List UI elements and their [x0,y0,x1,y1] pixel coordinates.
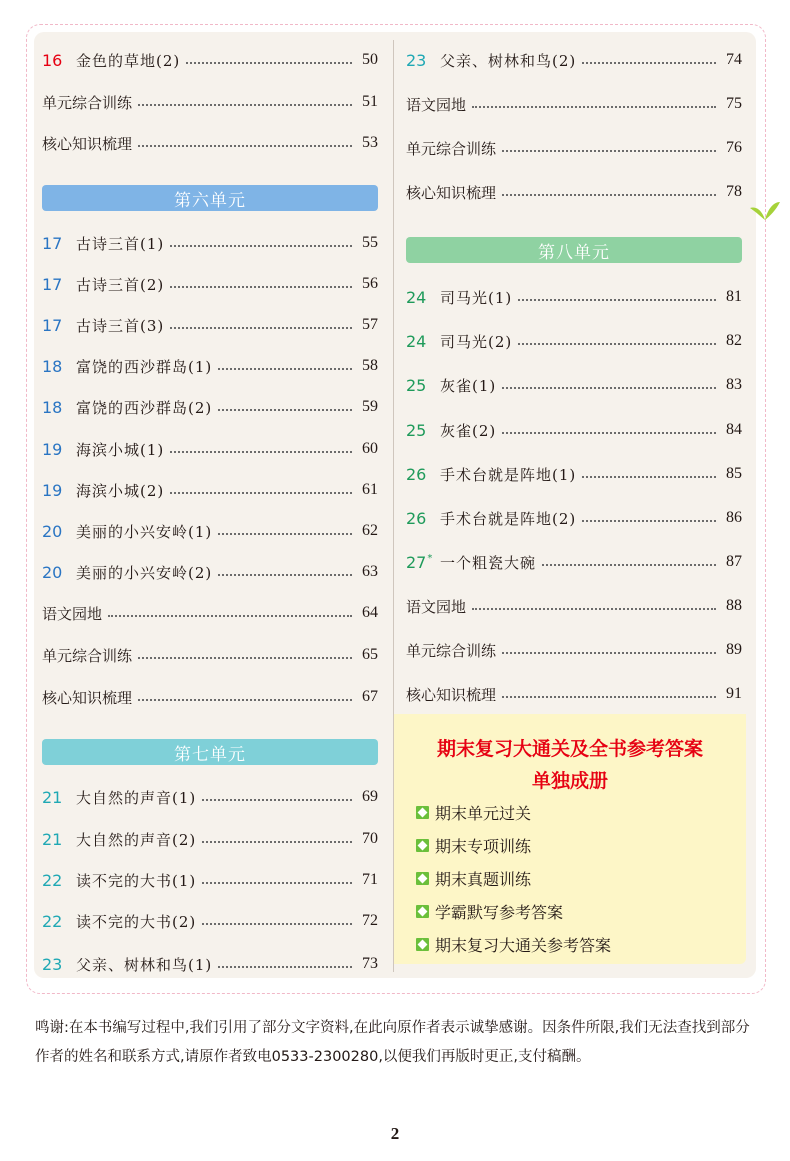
page-ref: 53 [362,134,378,151]
page-ref: 85 [726,465,742,482]
toc-entry [42,394,378,420]
toc-entry [42,312,378,338]
page-ref: 57 [362,316,378,333]
entry-title: 父亲、树林和鸟(2) [440,51,577,70]
lesson-number: 18 [42,356,63,376]
dot-leader [472,106,716,108]
page-ref: 86 [726,509,742,526]
page-ref: 88 [726,597,742,614]
lesson-number: 17 [42,274,63,294]
toc-entry [42,784,378,810]
box-item: 期末复习大通关参考答案 [416,932,611,956]
dot-leader [502,432,716,434]
entry-title: 富饶的西沙群岛(1) [76,357,213,376]
toc-entry [406,593,742,619]
toc-entry [42,271,378,297]
page-ref: 60 [362,440,378,457]
lesson-number: 17 [42,315,63,335]
entry-title: 核心知识梳理 [406,685,497,704]
toc-entry [42,518,378,544]
unit-7-header: 第七单元 [42,739,378,765]
toc-entry [406,179,742,205]
dot-leader [170,327,352,329]
toc-entry [42,230,378,256]
entry-title: 司马光(2) [440,332,513,351]
entry-title: 语文园地 [42,604,103,623]
page-ref: 61 [362,481,378,498]
dot-leader [138,145,352,147]
dot-leader [138,699,352,701]
toc-entry [42,826,378,852]
toc-entry [42,908,378,934]
box-item: 期末真题训练 [416,866,531,890]
entry-title: 核心知识梳理 [42,134,133,153]
page-ref: 64 [362,604,378,621]
box-item: 期末专项训练 [416,833,531,857]
lesson-number: 24 [406,331,427,351]
dot-leader [502,696,716,698]
dot-leader [218,368,352,370]
diamond-bullet-icon [416,905,429,918]
page-ref: 51 [362,93,378,110]
page-ref: 91 [726,685,742,702]
toc-entry [406,637,742,663]
toc-entry [406,505,742,531]
dot-leader [218,533,352,535]
dot-leader [582,520,716,522]
page-ref: 81 [726,288,742,305]
page-ref: 50 [362,51,378,68]
dot-leader [170,451,352,453]
dot-leader [218,574,352,576]
dot-leader [518,343,716,345]
entry-title: 单元综合训练 [406,139,497,158]
page-ref: 72 [362,912,378,929]
diamond-bullet-icon [416,839,429,852]
lesson-number: 16 [42,50,63,70]
page-ref: 67 [362,688,378,705]
toc-entry [42,89,378,115]
lesson-number: 22 [42,911,63,931]
lesson-number: 26 [406,464,427,484]
toc-entry [406,284,742,310]
entry-title: 核心知识梳理 [406,183,497,202]
page-ref: 78 [726,183,742,200]
dot-leader [582,62,716,64]
page-ref: 56 [362,275,378,292]
toc-entry [406,135,742,161]
dot-leader [582,476,716,478]
lesson-number: 18 [42,397,63,417]
leaf-icon [748,196,782,222]
dot-leader [138,657,352,659]
lesson-number: 20 [42,562,63,582]
toc-entry [406,372,742,398]
entry-title: 美丽的小兴安岭(1) [76,522,213,541]
unit-8-header: 第八单元 [406,237,742,263]
page-ref: 87 [726,553,742,570]
toc-entry [406,47,742,73]
toc-entry [406,417,742,443]
entry-title: 古诗三首(3) [76,316,165,335]
entry-title: 单元综合训练 [406,641,497,660]
entry-title: 一个粗瓷大碗 [440,553,537,572]
optional-mark: * [427,552,433,564]
page-ref: 69 [362,788,378,805]
toc-entry [406,681,742,707]
page-ref: 76 [726,139,742,156]
dot-leader [202,799,352,801]
page-ref: 58 [362,357,378,374]
entry-title: 语文园地 [406,597,467,616]
toc-entry [406,91,742,117]
lesson-number: 24 [406,287,427,307]
toc-entry [406,549,742,575]
unit-6-header: 第六单元 [42,185,378,211]
dot-leader [218,966,352,968]
toc-entry [42,436,378,462]
entry-title: 读不完的大书(1) [76,871,197,890]
entry-title: 古诗三首(1) [76,234,165,253]
toc-entry [42,47,378,73]
page-ref: 89 [726,641,742,658]
entry-title: 古诗三首(2) [76,275,165,294]
dot-leader [108,615,352,617]
dot-leader [542,564,716,566]
entry-title: 手术台就是阵地(1) [440,465,577,484]
lesson-number: 26 [406,508,427,528]
page-ref: 55 [362,234,378,251]
dot-leader [138,104,352,106]
page-ref: 59 [362,398,378,415]
dot-leader [502,194,716,196]
toc-entry [42,684,378,710]
entry-title: 美丽的小兴安岭(2) [76,563,213,582]
entry-title: 手术台就是阵地(2) [440,509,577,528]
diamond-bullet-icon [416,938,429,951]
lesson-number: 21 [42,829,63,849]
page-number: 2 [390,1124,400,1143]
box-subheading: 单独成册 [531,770,608,792]
page-ref: 75 [726,95,742,112]
entry-title: 单元综合训练 [42,93,133,112]
entry-title: 海滨小城(1) [76,440,165,459]
lesson-number: 23 [42,954,63,974]
dot-leader [472,608,716,610]
lesson-number: 17 [42,233,63,253]
lesson-number: 19 [42,480,63,500]
lesson-number: 27* [406,552,433,572]
toc-entry [42,353,378,379]
dot-leader [186,62,352,64]
page-ref: 83 [726,376,742,393]
toc-entry [42,559,378,585]
entry-title: 单元综合训练 [42,646,133,665]
diamond-bullet-icon [416,806,429,819]
dot-leader [170,245,352,247]
page-ref: 62 [362,522,378,539]
toc-entry [42,600,378,626]
box-item: 学霸默写参考答案 [416,899,563,923]
entry-title: 金色的草地(2) [76,51,181,70]
lesson-number: 22 [42,870,63,890]
page-ref: 65 [362,646,378,663]
page-ref: 71 [362,871,378,888]
lesson-number: 20 [42,521,63,541]
entry-title: 灰雀(2) [440,421,497,440]
toc-entry [42,477,378,503]
page-ref: 63 [362,563,378,580]
page-ref: 84 [726,421,742,438]
dot-leader [170,492,352,494]
page-ref: 73 [362,955,378,972]
dot-leader [502,150,716,152]
entry-title: 灰雀(1) [440,376,497,395]
dot-leader [202,882,352,884]
acknowledgement-note: 鸣谢:在本书编写过程中,我们引用了部分文字资料,在此向原作者表示诚挚感谢。因条件所限,我们无法查找到部分作者的姓名和联系方式,请原作者致电0533-2300280,以便我们再版时更正,支付稿酬。 [35,1020,750,1065]
page-ref: 70 [362,830,378,847]
lesson-number: 25 [406,375,427,395]
box-heading: 期末复习大通关及全书参考答案 [436,738,703,760]
lesson-number: 23 [406,50,427,70]
dot-leader [502,387,716,389]
dot-leader [218,409,352,411]
toc-entry [406,328,742,354]
entry-title: 核心知识梳理 [42,688,133,707]
page-ref: 74 [726,51,742,68]
dot-leader [202,923,352,925]
toc-entry [42,642,378,668]
dot-leader [202,841,352,843]
entry-title: 司马光(1) [440,288,513,307]
toc-entry [406,461,742,487]
entry-title: 大自然的声音(2) [76,830,197,849]
dot-leader [502,652,716,654]
lesson-number: 21 [42,787,63,807]
lesson-number: 19 [42,439,63,459]
entry-title: 大自然的声音(1) [76,788,197,807]
diamond-bullet-icon [416,872,429,885]
entry-title: 父亲、树林和鸟(1) [76,955,213,974]
toc-entry [42,867,378,893]
entry-title: 富饶的西沙群岛(2) [76,398,213,417]
entry-title: 读不完的大书(2) [76,912,197,931]
entry-title: 语文园地 [406,95,467,114]
answer-booklet-box [394,714,746,964]
page-ref: 82 [726,332,742,349]
toc-entry [42,951,378,977]
dot-leader [518,299,716,301]
dot-leader [170,286,352,288]
lesson-number: 25 [406,420,427,440]
box-item: 期末单元过关 [416,800,531,824]
toc-entry [42,130,378,156]
entry-title: 海滨小城(2) [76,481,165,500]
